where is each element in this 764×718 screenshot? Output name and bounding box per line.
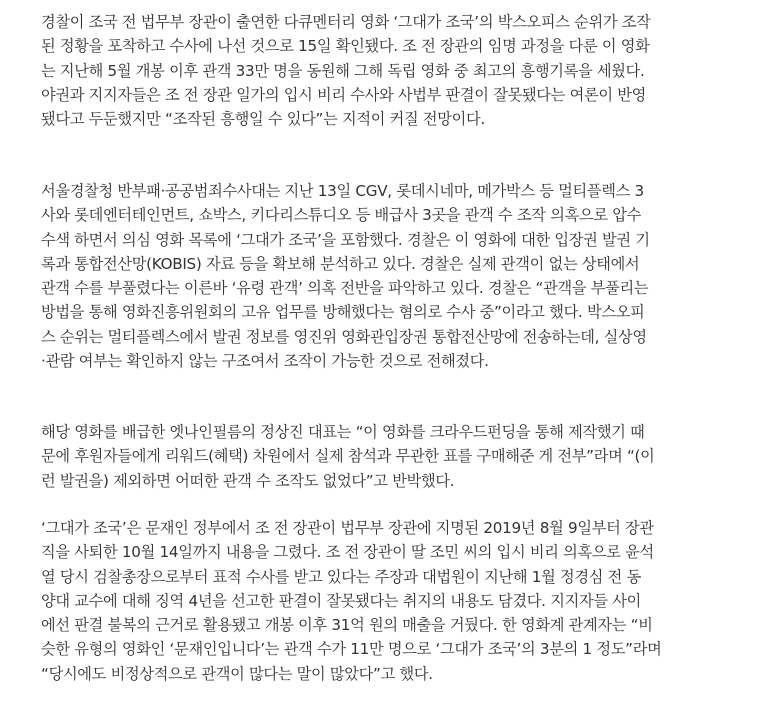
text-line: 사와 롯데엔터테인먼트, 쇼박스, 키다리스튜디오 등 배급사 3곳을 관객 수 조작 의혹으로 압수 bbox=[41, 206, 641, 225]
text-line: 에선 판결 불복의 근거로 활용됐고 개봉 이후 31억 원의 매출을 거뒀다. 한 영화계 관계자는 “비 bbox=[41, 616, 653, 635]
text-line: 직을 사퇴한 10월 14일까지 내용을 그렸다. 조 전 장관이 딸 조민 씨의 입시 비리 의혹으로 윤석 bbox=[41, 543, 654, 562]
text-line: 해당 영화를 배급한 엣나인필름의 정상진 대표는 “이 영화를 크라우드펀딩을 통해 제작했기 때 bbox=[41, 423, 645, 441]
text-line: ·관람 여부는 확인하지 않는 구조여서 조작이 가능한 것으로 전해졌다. bbox=[41, 352, 489, 371]
text-line: 수색 하면서 의심 영화 목록에 ‘그대가 조국’을 포함했다. 경찰은 이 영화에 대한 입장권 발권 기 bbox=[41, 230, 650, 249]
text-line: 경찰이 조국 전 법무부 장관이 출연한 다큐멘터리 영화 ‘그대가 조국’의 박스오피스 순위가 조작 bbox=[41, 13, 651, 31]
article-paragraph-4 bbox=[41, 516, 661, 686]
text-line: 방법을 통해 영화진흥위원회의 고유 업무를 방해했다는 혐의로 수사 중”이라고 했다. 박스오피 bbox=[41, 303, 645, 322]
text-line: 런 발권을) 제외하면 어떠한 관객 수 조작도 없었다”고 반박했다. bbox=[41, 471, 455, 490]
text-line: 관객 수를 부풀렸다는 이른바 ‘유령 관객’ 의혹 전반을 파악하고 있다. 경찰은 “관객을 부풀리는 bbox=[41, 279, 649, 298]
text-line: 됐다고 두둔했지만 “조작된 흥행일 수 있다”는 지적이 커질 전망이다. bbox=[41, 110, 485, 129]
text-line: 문에 후원자들에게 리워드(혜택) 차원에서 실제 참석과 무관한 표를 구매해준 게 전부”라며 “(이 bbox=[41, 447, 655, 466]
text-line: 열 당시 검찰총장으로부터 표적 수사를 받고 있다는 주장과 대법원이 지난해 1월 정경심 전 동 bbox=[41, 567, 641, 586]
article-paragraph-2 bbox=[41, 179, 650, 373]
text-line: 록과 통합전산망(KOBIS) 자료 등을 확보해 분석하고 있다. 경찰은 실제 관객이 없는 상태에서 bbox=[41, 254, 640, 273]
text-line: “당시에도 비정상적으로 관객이 많다는 말이 많았다”고 했다. bbox=[41, 664, 433, 683]
text-line: 는 지난해 5월 개봉 이후 관객 33만 명을 동원해 그해 독립 영화 중 최고의 흥행기록을 세웠다. bbox=[41, 61, 645, 80]
article-paragraph-3 bbox=[41, 420, 655, 493]
text-line: 슷한 유형의 영화인 ‘문재인입니다’는 관객 수가 11만 명으로 ‘그대가 조국’의 3분의 1 정도”라며 bbox=[41, 640, 662, 659]
text-line: 야권과 지지자들은 조 전 장관 일가의 입시 비리 수사와 사법부 판결이 잘못됐다는 여론이 반영 bbox=[41, 85, 646, 104]
article-paragraph-1 bbox=[41, 10, 651, 131]
text-line: ‘그대가 조국’은 문재인 정부에서 조 전 장관이 법무부 장관에 지명된 2019년 8월 9일부터 장관 bbox=[41, 519, 654, 537]
text-line: 서울경찰청 반부패·공공범죄수사대는 지난 13일 CGV, 롯데시네마, 메가박스 등 멀티플렉스 3 bbox=[41, 182, 644, 200]
text-line: 양대 교수에 대해 징역 4년을 선고한 판결이 잘못됐다는 취지의 내용도 담겼다. 지지자들 사이 bbox=[41, 591, 641, 610]
text-line: 스 순위는 멀티플렉스에서 발권 정보를 영진위 영화관입장권 통합전산망에 전송하는데, 실상영 bbox=[41, 327, 647, 346]
text-line: 된 정황을 포착하고 수사에 나선 것으로 15일 확인됐다. 조 전 장관의 임명 과정을 다룬 이 영화 bbox=[41, 37, 650, 56]
